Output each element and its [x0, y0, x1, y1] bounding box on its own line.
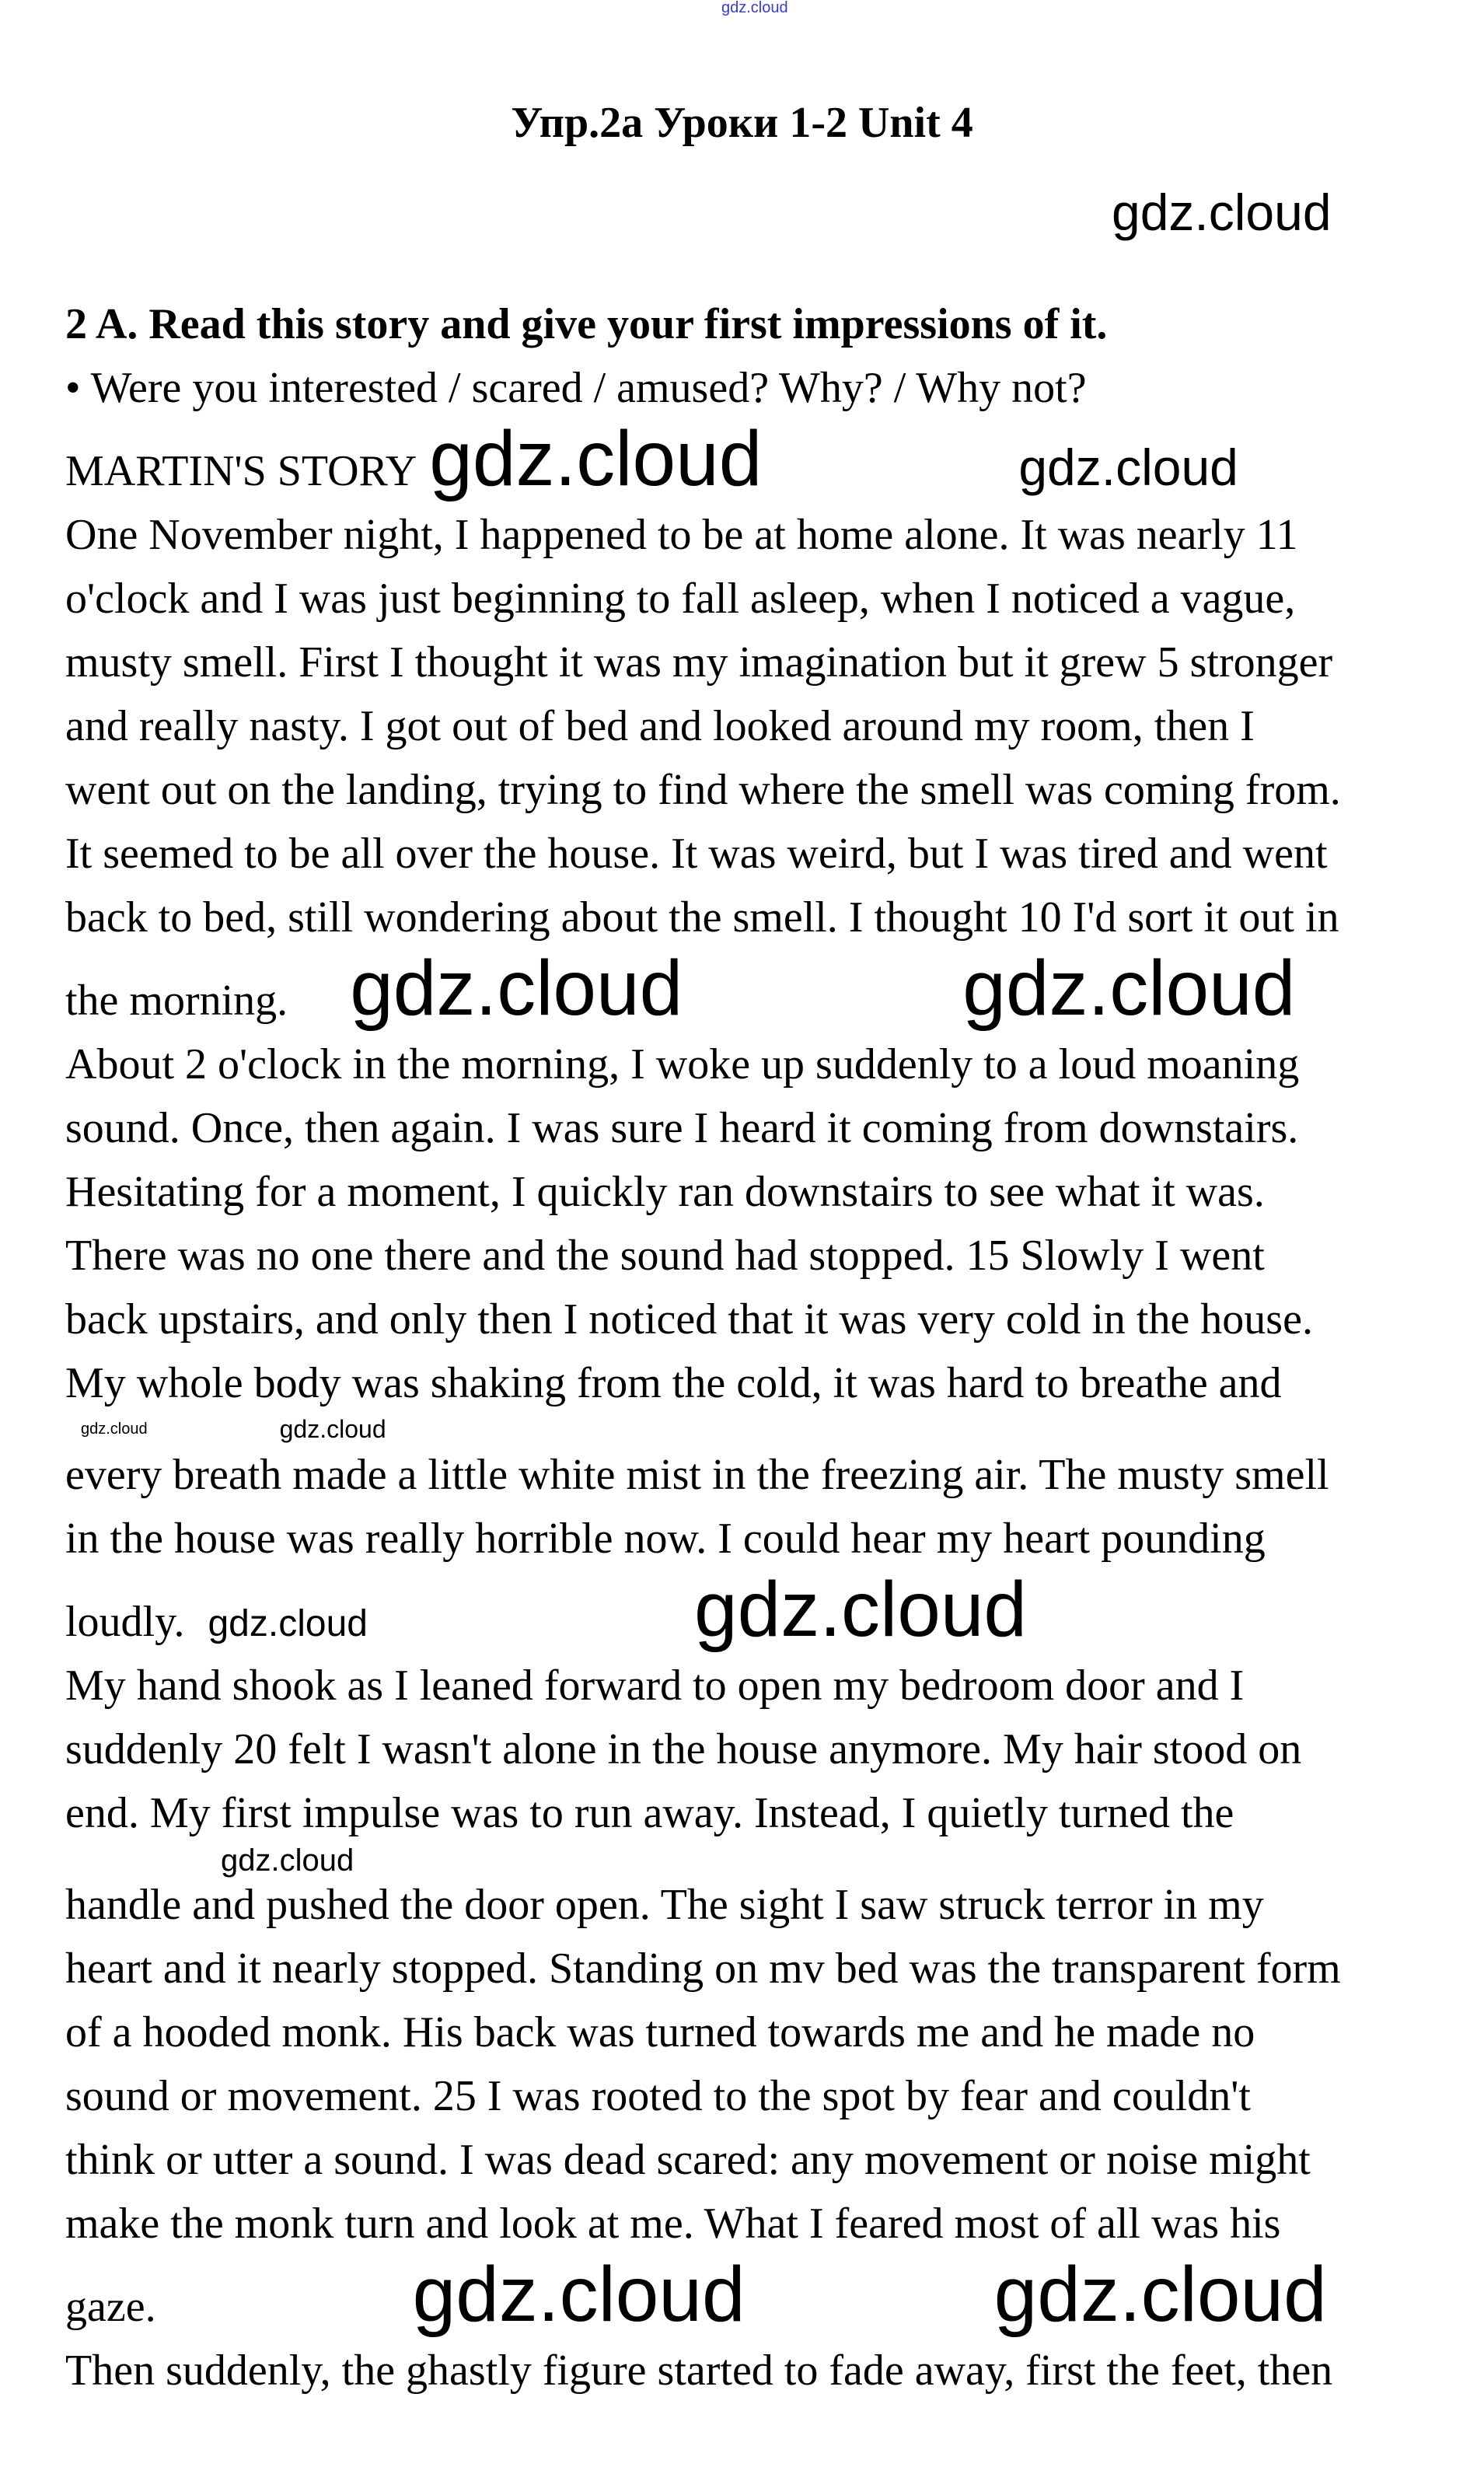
story-line-text: gaze.	[65, 2283, 156, 2331]
watermark-row	[0, 1415, 1484, 1443]
story-line	[0, 2064, 1484, 2128]
watermark: gdz.cloud	[81, 1420, 148, 1438]
story-line	[0, 822, 1484, 886]
story-line	[0, 2128, 1484, 2192]
story-line-text: It seemed to be all over the house. It was weird, but I was tired and went	[65, 830, 1328, 878]
story-line	[0, 1507, 1484, 1571]
watermark: gdz.cloud	[350, 945, 683, 1032]
story-line	[0, 2339, 1484, 2402]
story-line	[0, 1288, 1484, 1351]
page-title: Упр.2а Уроки 1-2 Unit 4	[511, 99, 973, 147]
story-line-text: every breath made a little white mist in the freezing air. The musty smell	[65, 1451, 1329, 1499]
story-title-line	[0, 415, 1484, 503]
story-title: MARTIN'S STORY	[65, 447, 417, 495]
watermark: gdz.cloud	[221, 1843, 354, 1878]
story-line-text: About 2 o'clock in the morning, I woke up suddenly to a loud moaning	[65, 1040, 1300, 1088]
story-line	[0, 1654, 1484, 1717]
story-line-text: My hand shook as I leaned forward to open my bedroom door and I	[65, 1662, 1245, 1710]
watermark: gdz.cloud	[429, 415, 763, 502]
story-line-text: musty smell. First I thought it was my imagination but it grew 5 stronger	[65, 638, 1333, 687]
story-line	[0, 1937, 1484, 2001]
story-line	[0, 503, 1484, 567]
story-line-text: back upstairs, and only then I noticed that it was very cold in the house.	[65, 1295, 1313, 1344]
story-line	[0, 567, 1484, 631]
story-line	[0, 1717, 1484, 1781]
story-line-text: think or utter a sound. I was dead scared: any movement or noise might	[65, 2136, 1311, 2184]
story-line	[0, 1873, 1484, 1937]
story-line-text: loudly.	[65, 1598, 185, 1646]
story-line	[0, 1160, 1484, 1224]
exercise-prompt: • Were you interested / scared / amused? Why? / Why not?	[65, 364, 1087, 412]
story-text	[0, 503, 1484, 2402]
story-line	[0, 2001, 1484, 2064]
story-line	[0, 945, 1484, 1033]
watermark: gdz.cloud	[693, 1566, 1028, 1653]
story-line-text: handle and pushed the door open. The sight I saw struck terror in my	[65, 1881, 1264, 1929]
story-line-text: heart and it nearly stopped. Standing on mv bed was the transparent form	[65, 1945, 1341, 1993]
story-line-text: and really nasty. I got out of bed and looked around my room, then I	[65, 702, 1255, 750]
story-line-text: o'clock and I was just beginning to fall asleep, when I noticed a vague,	[65, 575, 1296, 623]
watermark: gdz.cloud	[1112, 183, 1332, 241]
story-line	[0, 1781, 1484, 1845]
watermark: gdz.cloud	[962, 945, 1296, 1032]
story-line-text: Then suddenly, the ghastly figure started to fade away, first the feet, then	[65, 2346, 1333, 2395]
story-line	[0, 694, 1484, 758]
watermark: gdz.cloud	[412, 2251, 745, 2338]
story-line	[0, 2251, 1484, 2339]
story-line	[0, 2192, 1484, 2256]
story-line	[0, 1033, 1484, 1096]
story-line	[0, 1566, 1484, 1654]
story-line-text: sound or movement. 25 I was rooted to the spot by fear and couldn't	[65, 2072, 1251, 2120]
watermark: gdz.cloud	[208, 1603, 368, 1644]
watermark: gdz.cloud	[993, 2251, 1327, 2338]
story-line-text: make the monk turn and look at me. What I feared most of all was his	[65, 2200, 1281, 2248]
watermark: gdz.cloud	[1018, 439, 1238, 496]
story-line-text: Hesitating for a moment, I quickly ran downstairs to see what it was.	[65, 1168, 1265, 1216]
watermark: gdz.cloud	[279, 1415, 386, 1444]
story-line-text: My whole body was shaking from the cold, it was hard to breathe and	[65, 1359, 1282, 1407]
story-line	[0, 1443, 1484, 1507]
story-line-text: in the house was really horrible now. I could hear my heart pounding	[65, 1515, 1266, 1563]
story-line	[0, 1351, 1484, 1415]
story-line-text: went out on the landing, trying to find where the smell was coming from.	[65, 766, 1341, 814]
story-line	[0, 631, 1484, 694]
story-line-text: One November night, I happened to be at home alone. It was nearly 11	[65, 511, 1298, 559]
site-mark: gdz.cloud	[721, 0, 788, 16]
story-line	[0, 886, 1484, 949]
story-line-text: end. My first impulse was to run away. Instead, I quietly turned the	[65, 1789, 1234, 1837]
story-line-text: There was no one there and the sound had stopped. 15 Slowly I went	[65, 1232, 1265, 1280]
story-line-text: the morning.	[65, 977, 288, 1025]
story-line-text: back to bed, still wondering about the smell. I thought 10 I'd sort it out in	[65, 893, 1339, 942]
story-line-text: of a hooded monk. His back was turned towards me and he made no	[65, 2008, 1255, 2056]
exercise-heading: 2 A. Read this story and give your first impressions of it.	[65, 300, 1108, 348]
story-line	[0, 758, 1484, 822]
story-line	[0, 1096, 1484, 1160]
story-line	[0, 1224, 1484, 1288]
story-line-text: suddenly 20 felt I wasn't alone in the house anymore. My hair stood on	[65, 1725, 1302, 1773]
story-line-text: sound. Once, then again. I was sure I heard it coming from downstairs.	[65, 1104, 1299, 1152]
watermark-row	[0, 1843, 1484, 1878]
